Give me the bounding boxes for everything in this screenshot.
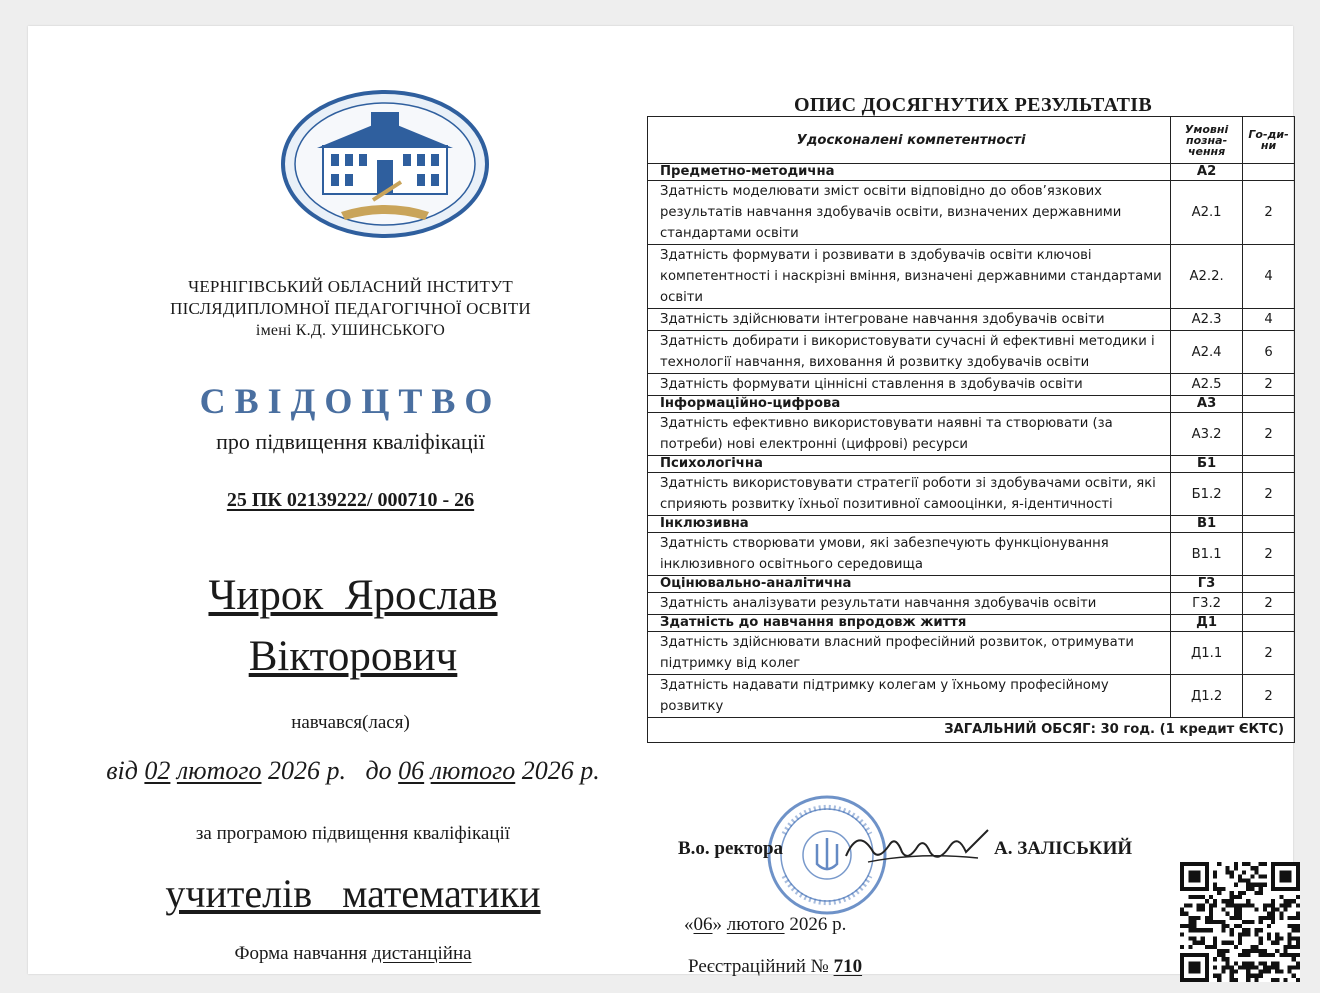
date-quote-close: » [712,914,722,935]
group-code: Д1 [1171,615,1243,632]
total-volume: ЗАГАЛЬНИЙ ОБСЯГ: 30 год. (1 кредит ЄКТС) [648,718,1295,743]
competence-code: А2.2. [1171,245,1243,309]
group-code: Г3 [1171,576,1243,593]
issue-month: лютого [726,914,785,935]
competence-row [648,473,1295,516]
date-quote-open: « [684,914,694,935]
handwritten-signature [838,822,998,872]
competence-hours: 2 [1243,374,1295,396]
competence-hours: 2 [1243,181,1295,245]
header-hours: Го-ди-ни [1243,117,1295,164]
competence-code: В1.1 [1171,533,1243,576]
competence-row [648,533,1295,576]
competence-row [648,374,1295,396]
institute-line-1: ЧЕРНІГІВСЬКИЙ ОБЛАСНИЙ ІНСТИТУТ [188,277,513,296]
person-name-line-2 [118,632,588,681]
results-title: ОПИС ДОСЯГНУТИХ РЕЗУЛЬТАТІВ [794,94,1152,116]
competence-text: Здатність добирати і використовувати сучасні й ефективні методики і технології навчання, виховання й розвитку здобувачів освіти [648,331,1171,374]
program-name [88,870,618,917]
competence-hours: 2 [1243,593,1295,615]
competence-code: Д1.2 [1171,675,1243,718]
competence-hours: 6 [1243,331,1295,374]
header-competence: Удосконалені компетентності [648,117,1171,164]
competence-hours: 2 [1243,473,1295,516]
competence-row [648,632,1295,675]
group-row [648,615,1295,632]
competence-row [648,331,1295,374]
total-row [648,718,1295,743]
group-name: Інклюзивна [648,516,1171,533]
group-row [648,396,1295,413]
competence-text: Здатність формувати і розвивати в здобувачів освіти ключові компетентності і наскрізні вміння, визначені державними стандартами освіти [648,245,1171,309]
group-row [648,164,1295,181]
institute-line-2: ПІСЛЯДИПЛОМНОЇ ПЕДАГОГІЧНОЇ ОСВІТИ [170,299,531,318]
certificate-page [28,26,1293,977]
certificate-title: СВІДОЦТВО [199,381,502,421]
from-year: 2026 р. [268,756,346,785]
registration [688,956,862,978]
study-form-label: Форма навчання [234,943,368,964]
competence-text: Здатність здійснювати власний професійний розвиток, отримувати підтримку від колег [648,632,1171,675]
person-surname-firstname: Чирок Ярослав [208,572,498,619]
competence-code: А2.4 [1171,331,1243,374]
competence-text: Здатність аналізувати результати навчання здобувачів освіти [648,593,1171,615]
group-row [648,516,1295,533]
competence-row [648,675,1295,718]
from-word: від [106,756,138,785]
results-table [647,116,1295,743]
group-row [648,576,1295,593]
institute-logo [281,90,489,238]
group-name: Здатність до навчання впродовж життя [648,615,1171,632]
competence-hours: 2 [1243,413,1295,456]
study-dates [68,756,638,786]
to-year: 2026 р. [521,756,600,785]
competence-code: Б1.2 [1171,473,1243,516]
results-header-row [648,117,1295,164]
studied-label: навчався(лася) [291,712,410,733]
registration-label: Реєстраційний № [688,956,829,977]
competence-code: А2.1 [1171,181,1243,245]
institute-line-3: імені К.Д. УШИНСЬКОГО [255,322,446,339]
competence-text: Здатність формувати ціннісні ставлення в здобувачів освіти [648,374,1171,396]
person-name-line-1 [118,571,588,620]
competence-row [648,309,1295,331]
person-patronymic: Вікторович [248,633,458,680]
competence-row [648,593,1295,615]
issue-day: 06 [693,914,713,935]
to-month: лютого [430,756,516,785]
rector-name: А. ЗАЛІСЬКИЙ [994,838,1133,859]
group-code: Б1 [1171,456,1243,473]
program-value: учителів математики [165,871,541,916]
from-month: лютого [176,756,262,785]
qr-code[interactable] [1180,862,1300,982]
group-code: А2 [1171,164,1243,181]
group-name: Інформаційно-цифрова [648,396,1171,413]
competence-text: Здатність надавати підтримку колегам у їхньому професійному розвитку [648,675,1171,718]
group-row [648,456,1295,473]
rector-label: В.о. ректора [678,838,784,859]
group-name: Психологічна [648,456,1171,473]
competence-hours: 4 [1243,245,1295,309]
competence-code: А3.2 [1171,413,1243,456]
institute-name [128,276,573,342]
competence-text: Здатність моделювати зміст освіти відповідно до обов’язкових результатів навчання здобувачів освіти, визначених державними стандартами освіти [648,181,1171,245]
to-day: 06 [398,756,425,785]
group-code: А3 [1171,396,1243,413]
competence-code: А2.5 [1171,374,1243,396]
competence-hours: 2 [1243,675,1295,718]
from-day: 02 [144,756,171,785]
study-form-value: дистанційна [371,943,472,964]
certificate-number [128,489,573,512]
competence-hours: 2 [1243,533,1295,576]
competence-hours: 2 [1243,632,1295,675]
competence-code: Д1.1 [1171,632,1243,675]
competence-code: Г3.2 [1171,593,1243,615]
competence-text: Здатність використовувати стратегії роботи зі здобувачами освіти, які сприяють розвитку їхньої позитивної самооцінки, я-ідентичності [648,473,1171,516]
competence-text: Здатність ефективно використовувати наявні та створювати (за потреби) нові електронні (цифрові) ресурси [648,413,1171,456]
issue-date [684,914,846,936]
competence-code: А2.3 [1171,309,1243,331]
program-label: за програмою підвищення кваліфікації [195,823,511,844]
competence-row [648,413,1295,456]
competence-row [648,245,1295,309]
group-code: В1 [1171,516,1243,533]
registration-number: 710 [833,956,863,977]
group-name: Оцінювально-аналітична [648,576,1171,593]
group-name: Предметно-методична [648,164,1171,181]
competence-row [648,181,1295,245]
study-form [108,943,598,965]
to-word: до [365,756,392,785]
header-code: Умовні позна-чення [1171,117,1243,164]
competence-text: Здатність створювати умови, які забезпечують функціонування інклюзивного освітнього середовища [648,533,1171,576]
competence-hours: 4 [1243,309,1295,331]
competence-text: Здатність здійснювати інтегроване навчання здобувачів освіти [648,309,1171,331]
issue-year: 2026 р. [789,914,847,935]
certificate-number-value: 25 ПК 02139222/ 000710 - 26 [226,489,475,511]
certificate-subtitle: про підвищення кваліфікації [216,429,485,454]
